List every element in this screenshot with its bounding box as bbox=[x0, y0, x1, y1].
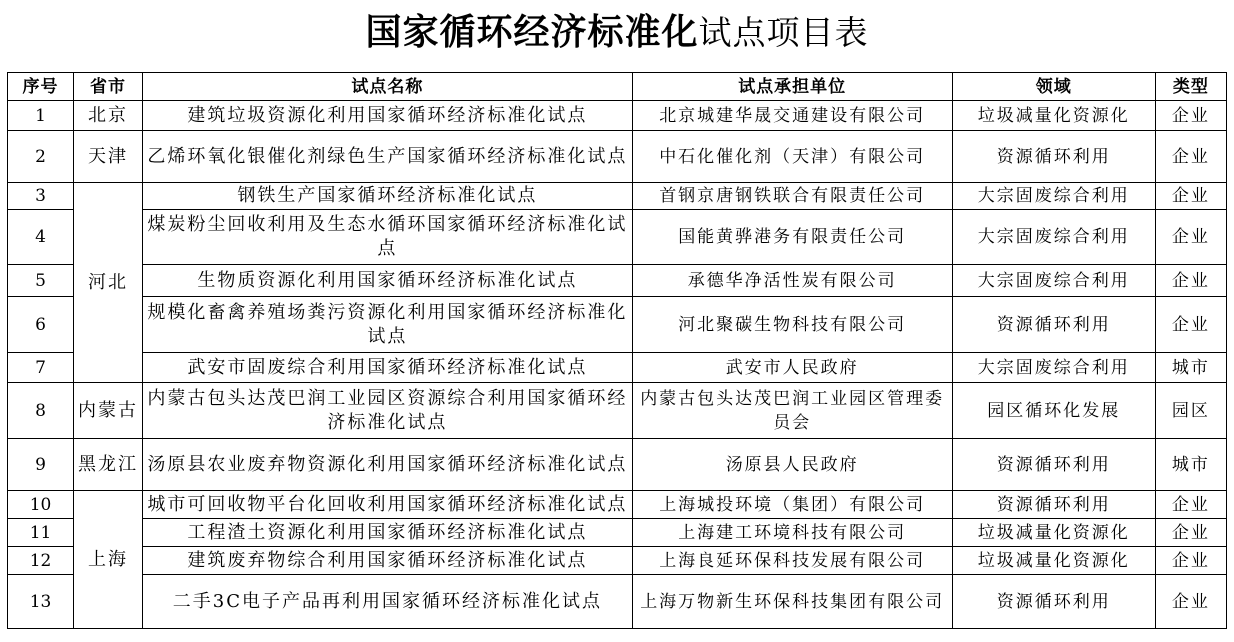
row-type: 企业 bbox=[1155, 265, 1226, 297]
row-unit: 承德华净活性炭有限公司 bbox=[632, 265, 952, 297]
row-no: 11 bbox=[8, 519, 74, 547]
table-header-row bbox=[8, 73, 1227, 101]
row-type: 企业 bbox=[1155, 519, 1226, 547]
row-type: 企业 bbox=[1155, 297, 1226, 353]
row-unit: 中石化催化剂（天津）有限公司 bbox=[632, 131, 952, 183]
row-name: 二手3C电子产品再利用国家循环经济标准化试点 bbox=[143, 575, 633, 629]
table-row bbox=[8, 210, 1227, 265]
row-name: 建筑废弃物综合利用国家循环经济标准化试点 bbox=[143, 547, 633, 575]
row-unit: 上海建工环境科技有限公司 bbox=[632, 519, 952, 547]
row-name: 汤原县农业废弃物资源化利用国家循环经济标准化试点 bbox=[143, 439, 633, 491]
row-no: 5 bbox=[8, 265, 74, 297]
table-row bbox=[8, 491, 1227, 519]
row-province: 北京 bbox=[74, 101, 143, 131]
row-no: 2 bbox=[8, 131, 74, 183]
row-no: 9 bbox=[8, 439, 74, 491]
page-title-regular: 试点项目表 bbox=[698, 13, 869, 52]
row-no: 4 bbox=[8, 210, 74, 265]
row-province: 黑龙江 bbox=[74, 439, 143, 491]
header-name: 试点名称 bbox=[143, 73, 633, 101]
row-unit: 上海城投环境（集团）有限公司 bbox=[632, 491, 952, 519]
row-field: 垃圾减量化资源化 bbox=[952, 547, 1155, 575]
table-row bbox=[8, 519, 1227, 547]
row-name: 城市可回收物平台化回收利用国家循环经济标准化试点 bbox=[143, 491, 633, 519]
row-province: 内蒙古 bbox=[74, 383, 143, 439]
row-name: 生物质资源化利用国家循环经济标准化试点 bbox=[143, 265, 633, 297]
row-field: 资源循环利用 bbox=[952, 439, 1155, 491]
row-type: 企业 bbox=[1155, 575, 1226, 629]
row-type: 企业 bbox=[1155, 547, 1226, 575]
row-unit: 内蒙古包头达茂巴润工业园区管理委员会 bbox=[632, 383, 952, 439]
row-type: 企业 bbox=[1155, 183, 1226, 210]
table-row bbox=[8, 383, 1227, 439]
row-field: 垃圾减量化资源化 bbox=[952, 519, 1155, 547]
row-field: 资源循环利用 bbox=[952, 575, 1155, 629]
table-row bbox=[8, 297, 1227, 353]
table-row bbox=[8, 183, 1227, 210]
row-unit: 上海良延环保科技发展有限公司 bbox=[632, 547, 952, 575]
header-field: 领域 bbox=[952, 73, 1155, 101]
row-unit: 北京城建华晟交通建设有限公司 bbox=[632, 101, 952, 131]
row-no: 10 bbox=[8, 491, 74, 519]
row-unit: 上海万物新生环保科技集团有限公司 bbox=[632, 575, 952, 629]
row-unit: 首钢京唐钢铁联合有限责任公司 bbox=[632, 183, 952, 210]
row-field: 大宗固废综合利用 bbox=[952, 353, 1155, 383]
table-row bbox=[8, 101, 1227, 131]
row-no: 6 bbox=[8, 297, 74, 353]
row-name: 规模化畜禽养殖场粪污资源化利用国家循环经济标准化试点 bbox=[143, 297, 633, 353]
row-unit: 河北聚碳生物科技有限公司 bbox=[632, 297, 952, 353]
pilot-project-table bbox=[7, 72, 1227, 629]
page-title bbox=[0, 8, 1234, 57]
header-no: 序号 bbox=[8, 73, 74, 101]
table-row bbox=[8, 353, 1227, 383]
row-type: 企业 bbox=[1155, 131, 1226, 183]
row-province: 上海 bbox=[74, 491, 143, 629]
row-unit: 国能黄骅港务有限责任公司 bbox=[632, 210, 952, 265]
row-type: 企业 bbox=[1155, 491, 1226, 519]
row-type: 城市 bbox=[1155, 353, 1226, 383]
row-name: 煤炭粉尘回收利用及生态水循环国家循环经济标准化试点 bbox=[143, 210, 633, 265]
row-field: 大宗固废综合利用 bbox=[952, 265, 1155, 297]
row-no: 13 bbox=[8, 575, 74, 629]
header-type: 类型 bbox=[1155, 73, 1226, 101]
row-name: 工程渣土资源化利用国家循环经济标准化试点 bbox=[143, 519, 633, 547]
row-no: 1 bbox=[8, 101, 74, 131]
row-name: 乙烯环氧化银催化剂绿色生产国家循环经济标准化试点 bbox=[143, 131, 633, 183]
table-row bbox=[8, 131, 1227, 183]
table-row bbox=[8, 547, 1227, 575]
row-no: 12 bbox=[8, 547, 74, 575]
row-name: 武安市固废综合利用国家循环经济标准化试点 bbox=[143, 353, 633, 383]
row-field: 大宗固废综合利用 bbox=[952, 210, 1155, 265]
page-title-bold: 国家循环经济标准化 bbox=[365, 11, 699, 53]
row-type: 城市 bbox=[1155, 439, 1226, 491]
row-type: 企业 bbox=[1155, 210, 1226, 265]
row-type: 企业 bbox=[1155, 101, 1226, 131]
header-unit: 试点承担单位 bbox=[632, 73, 952, 101]
row-field: 资源循环利用 bbox=[952, 491, 1155, 519]
table-row bbox=[8, 439, 1227, 491]
row-field: 资源循环利用 bbox=[952, 131, 1155, 183]
row-name: 内蒙古包头达茂巴润工业园区资源综合利用国家循环经济标准化试点 bbox=[143, 383, 633, 439]
row-type: 园区 bbox=[1155, 383, 1226, 439]
row-province: 天津 bbox=[74, 131, 143, 183]
row-unit: 汤原县人民政府 bbox=[632, 439, 952, 491]
row-field: 资源循环利用 bbox=[952, 297, 1155, 353]
table-row bbox=[8, 265, 1227, 297]
row-field: 垃圾减量化资源化 bbox=[952, 101, 1155, 131]
row-no: 7 bbox=[8, 353, 74, 383]
row-name: 钢铁生产国家循环经济标准化试点 bbox=[143, 183, 633, 210]
row-unit: 武安市人民政府 bbox=[632, 353, 952, 383]
table-row bbox=[8, 575, 1227, 629]
row-no: 8 bbox=[8, 383, 74, 439]
row-field: 园区循环化发展 bbox=[952, 383, 1155, 439]
row-name: 建筑垃圾资源化利用国家循环经济标准化试点 bbox=[143, 101, 633, 131]
header-province: 省市 bbox=[74, 73, 143, 101]
row-no: 3 bbox=[8, 183, 74, 210]
row-province: 河北 bbox=[74, 183, 143, 383]
row-field: 大宗固废综合利用 bbox=[952, 183, 1155, 210]
